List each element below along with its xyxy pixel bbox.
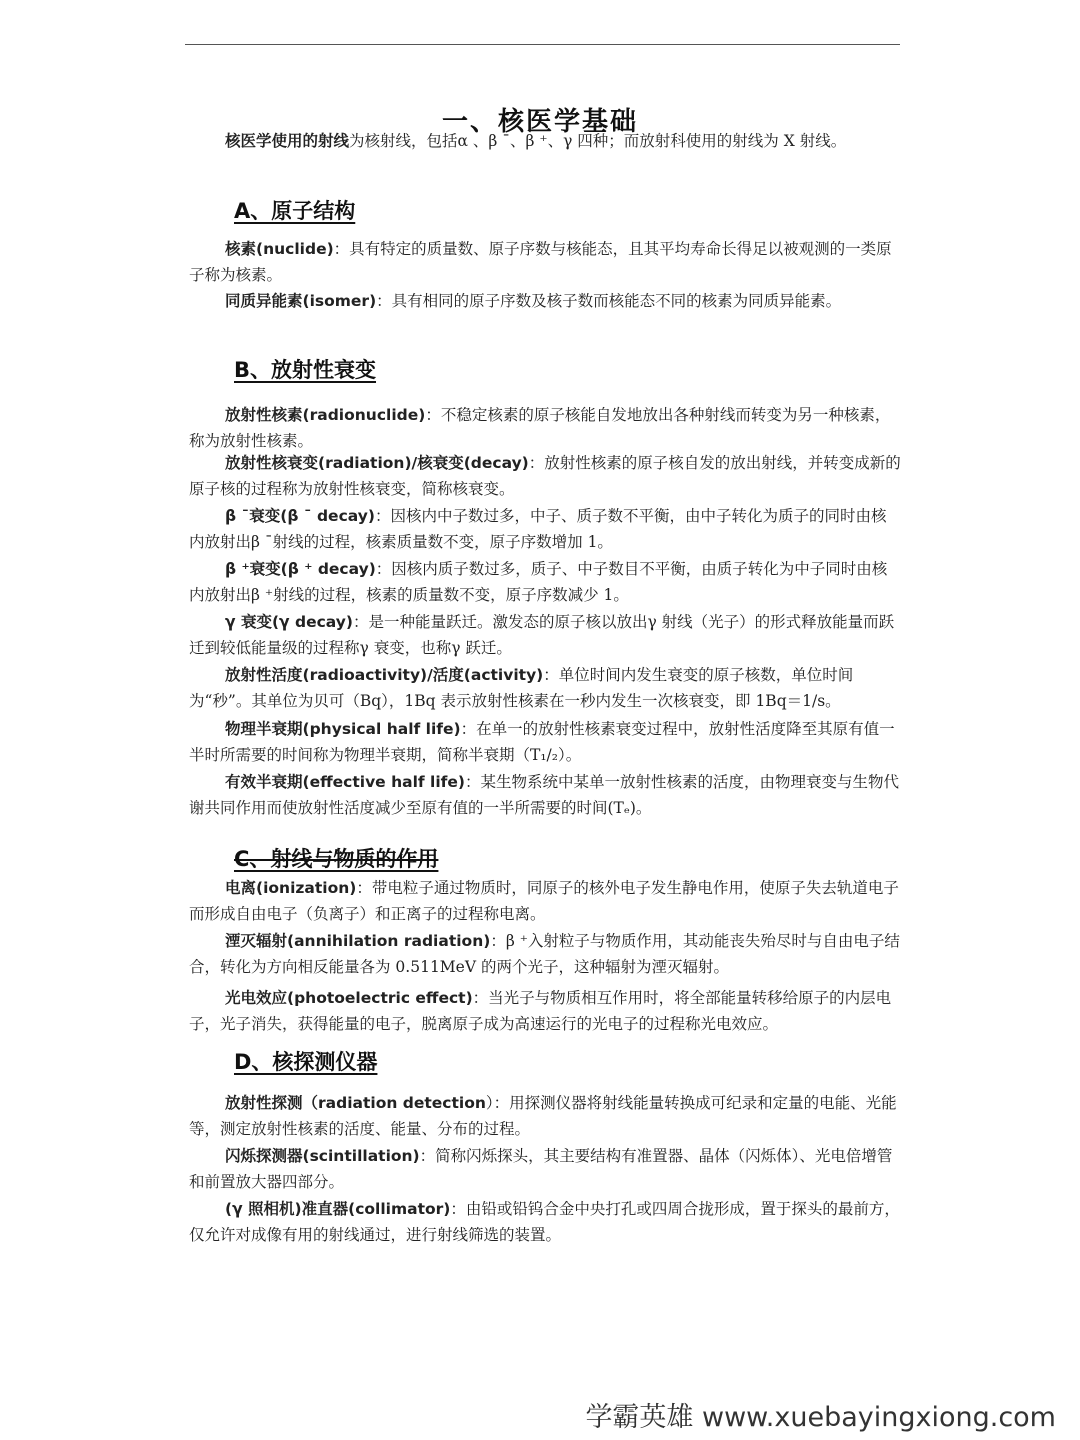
paragraph-term: 放射性核衰变(radiation)/核衰变(decay) bbox=[225, 454, 529, 472]
paragraph-text: ：简称闪烁探头，其主要结构有准置器、晶体（闪烁体）、光电倍增管和前置放大器四部分。 bbox=[189, 1147, 893, 1191]
paragraph-text: ：因核内质子数过多，质子、中子数目不平衡，由质子转化为中子同时由核内放射出β ⁺射线的过程，核素的质量数不变，原子序数减少 1。 bbox=[189, 560, 888, 604]
paragraph-beta-plus bbox=[189, 556, 901, 608]
paragraph-term: 核素(nuclide) bbox=[225, 240, 334, 258]
page-title: 一、核医学基础 bbox=[441, 107, 638, 138]
paragraph-term: 同质异能素(isomer) bbox=[225, 292, 377, 310]
paragraph-term: 物理半衰期(physical half life) bbox=[225, 720, 461, 738]
paragraph-photoelectric bbox=[189, 985, 901, 1037]
paragraph-term: (γ 照相机)准直器(collimator) bbox=[225, 1200, 451, 1218]
paragraph-annihilation bbox=[189, 928, 901, 980]
paragraph-decay bbox=[189, 450, 901, 502]
paragraph-text: ：因核内中子数过多，中子、质子数不平衡，由中子转化为质子的同时由核内放射出β ¯射线的过程，核素质量数不变，原子序数增加 1。 bbox=[189, 507, 887, 551]
paragraph-scintillation bbox=[189, 1143, 901, 1195]
paragraph-text: ：某生物系统中某单一放射性核素的活度，由物理衰变与生物代谢共同作用而使放射性活度减少至原有值的一半所需要的时间(Tₑ)。 bbox=[189, 773, 900, 817]
paragraph-text: ：带电粒子通过物质时，同原子的核外电子发生静电作用，使原子失去轨道电子而形成自由电子（负离子）和正离子的过程称电离。 bbox=[189, 879, 899, 923]
paragraph-term: 光电效应(photoelectric effect) bbox=[225, 989, 473, 1007]
paragraph-term: 有效半衰期(effective half life) bbox=[225, 773, 466, 791]
paragraph-term: β ⁺衰变(β ⁺ decay) bbox=[225, 560, 376, 578]
section-heading-c: C、射线与物质的作用 bbox=[234, 847, 439, 871]
paragraph-text: ：是一种能量跃迁。激发态的原子核以放出γ 射线（光子）的形式释放能量而跃迁到较低能量级的过程称γ 衰变，也称γ 跃迁。 bbox=[189, 613, 895, 657]
intro-paragraph bbox=[189, 128, 901, 154]
section-heading-d: D、核探测仪器 bbox=[234, 1050, 378, 1074]
paragraph-nuclide bbox=[189, 236, 901, 288]
header-rule bbox=[185, 44, 900, 45]
paragraph-text: ：当光子与物质相互作用时，将全部能量转移给原子的内层电子，光子消失，获得能量的电子，脱离原子成为高速运行的光电子的过程称光电效应。 bbox=[189, 989, 892, 1033]
paragraph-activity bbox=[189, 662, 901, 714]
paragraph-text: ：放射性核素的原子核自发的放出射线，并转变成新的原子核的过程称为放射性核衰变，简称核衰变。 bbox=[189, 454, 901, 498]
section-heading-a: A、原子结构 bbox=[234, 199, 356, 223]
paragraph-isomer bbox=[189, 288, 901, 314]
section-heading-b: B、放射性衰变 bbox=[234, 358, 377, 382]
site-watermark: 学霸英雄 www.xuebayingxiong.com bbox=[585, 1402, 1056, 1433]
paragraph-term: 闪烁探测器(scintillation) bbox=[225, 1147, 420, 1165]
paragraph-radiation-detection bbox=[189, 1090, 901, 1142]
paragraph-text: ：β ⁺入射粒子与物质作用，其动能丧失殆尽时与自由电子结合，转化为方向相反能量各为 0.511MeV 的两个光子，这种辐射为湮灭辐射。 bbox=[189, 932, 900, 976]
paragraph-term: 放射性核素(radionuclide) bbox=[225, 406, 426, 424]
paragraph-term: γ 衰变(γ decay) bbox=[225, 613, 353, 631]
paragraph-term: 电离(ionization) bbox=[225, 879, 357, 897]
paragraph-effective-half-life bbox=[189, 769, 901, 821]
paragraph-physical-half-life bbox=[189, 716, 901, 768]
paragraph-collimator bbox=[189, 1196, 901, 1248]
paragraph-term: β ¯衰变(β ¯ decay) bbox=[225, 507, 375, 525]
paragraph-ionization bbox=[189, 875, 901, 927]
paragraph-text: ：由铅或铅钨合金中央打孔或四周合拢形成，置于探头的最前方，仅允许对成像有用的射线通过，进行射线筛选的装置。 bbox=[189, 1200, 900, 1244]
paragraph-radionuclide bbox=[189, 402, 901, 454]
paragraph-gamma bbox=[189, 609, 901, 661]
intro-text: 为核射线，包括α 、β ¯、β ⁺、γ 四种；而放射科使用的射线为 X 射线。 bbox=[349, 132, 847, 150]
paragraph-term: 湮灭辐射(annihilation radiation) bbox=[225, 932, 491, 950]
paragraph-term: 放射性探测（radiation detection bbox=[225, 1094, 486, 1112]
paragraph-text: ：具有特定的质量数、原子序数与核能态，且其平均寿命长得足以被观测的一类原子称为核素。 bbox=[189, 240, 892, 284]
paragraph-beta-minus bbox=[189, 503, 901, 555]
paragraph-text: ：不稳定核素的原子核能自发地放出各种射线而转变为另一种核素，称为放射性核素。 bbox=[189, 406, 891, 450]
paragraph-term: 放射性活度(radioactivity)/活度(activity) bbox=[225, 666, 544, 684]
paragraph-text: ：在单一的放射性核素衰变过程中，放射性活度降至其原有值一半时所需要的时间称为物理半衰期，简称半衰期（T₁/₂）。 bbox=[189, 720, 895, 764]
paragraph-text: ）：用探测仪器将射线能量转换成可纪录和定量的电能、光能等，测定放射性核素的活度、能量、分布的过程。 bbox=[189, 1094, 897, 1138]
paragraph-text: ：单位时间内发生衰变的原子核数，单位时间为“秒”。其单位为贝可（Bq），1Bq 表示放射性核素在一秒内发生一次核衰变，即 1Bq＝1/s。 bbox=[189, 666, 854, 710]
paragraph-text: ：具有相同的原子序数及核子数而核能态不同的核素为同质异能素。 bbox=[376, 292, 842, 310]
intro-term: 核医学使用的射线 bbox=[225, 132, 350, 150]
